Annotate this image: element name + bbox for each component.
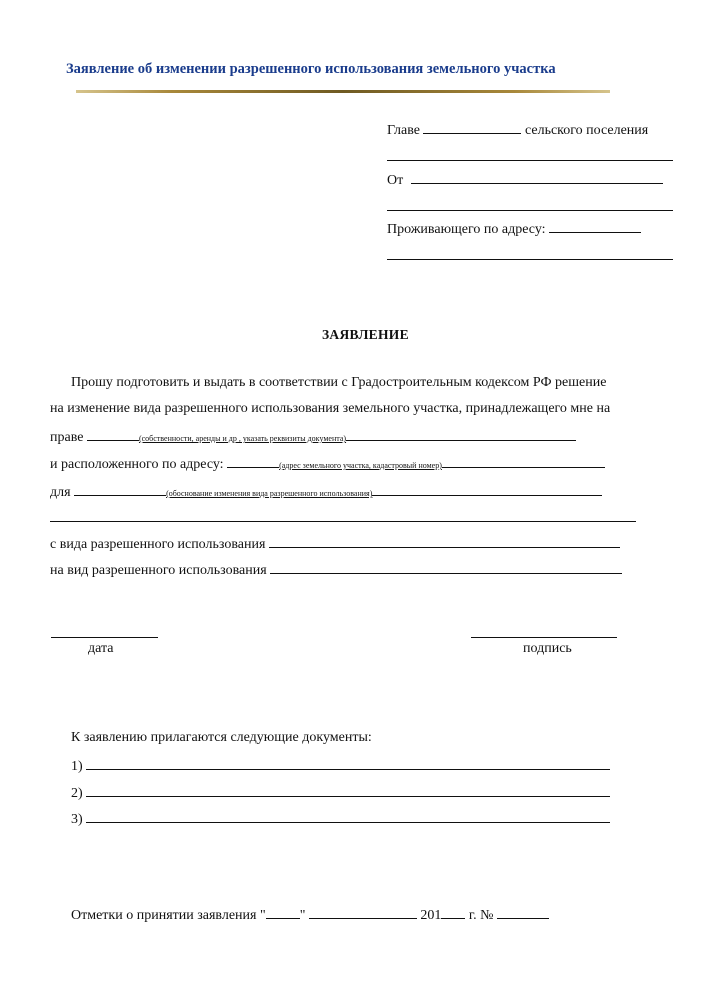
purpose-label: для [50, 485, 71, 500]
head-name-field[interactable] [423, 121, 521, 134]
acceptance-row [71, 906, 549, 924]
from-name-field[interactable] [411, 171, 663, 184]
purpose-blank-line[interactable] [50, 521, 636, 522]
addressee-line-from [387, 171, 663, 189]
attachment-number-1: 1) [71, 759, 83, 774]
address-hint: (адрес земельного участка, кадастровый номер) [279, 461, 442, 470]
addressee-line-address [387, 220, 641, 238]
right-row [50, 428, 576, 446]
attachment-row-2 [71, 784, 610, 802]
attachment-row-3 [71, 810, 610, 828]
address-row [50, 455, 605, 473]
from-use-row [50, 535, 620, 553]
purpose-field-b[interactable] [372, 483, 602, 496]
addressee-blank-line-3[interactable] [387, 259, 673, 260]
document-title: Заявление об изменении разрешенного использования земельного участка [66, 61, 556, 77]
attachment-field-2[interactable] [86, 784, 610, 797]
acceptance-year: 201 [420, 908, 442, 923]
residing-address-field[interactable] [549, 220, 641, 233]
right-hint: (собственности, аренды и др , указать реквизиты документа) [138, 434, 347, 443]
date-label: дата [88, 641, 114, 656]
to-use-field[interactable] [270, 561, 622, 574]
attachment-field-3[interactable] [86, 810, 610, 823]
addressee-blank-line-2[interactable] [387, 210, 673, 211]
body-line-1: Прошу подготовить и выдать в соответствии с Градостроительным кодексом РФ решение [71, 375, 607, 390]
acceptance-quote-close: " [299, 908, 306, 923]
from-use-label: с вида разрешенного использования [50, 537, 266, 552]
addressee-from-label: От [387, 173, 404, 188]
address-label: и расположенного по адресу: [50, 457, 224, 472]
acceptance-day-field[interactable] [266, 906, 300, 919]
addressee-blank-line-1[interactable] [387, 160, 673, 161]
right-label: праве [50, 430, 84, 445]
attachment-row-1 [71, 757, 610, 775]
acceptance-prefix: Отметки о принятии заявления " [71, 908, 266, 923]
addressee-to-prefix: Главе [387, 123, 420, 138]
to-use-row [50, 561, 622, 579]
acceptance-number-sign: № [480, 908, 494, 923]
acceptance-year-unit: г. [468, 908, 477, 923]
from-use-field[interactable] [269, 535, 620, 548]
signature-line[interactable] [471, 637, 617, 638]
to-use-label: на вид разрешенного использования [50, 563, 267, 578]
attachments-intro: К заявлению прилагаются следующие документы: [71, 730, 372, 745]
acceptance-number-field[interactable] [497, 906, 549, 919]
body-line-2: на изменение вида разрешенного использования земельного участка, принадлежащего мне на [50, 401, 611, 416]
purpose-hint: (обоснование изменения вида разрешенного использования) [166, 489, 373, 498]
attachment-number-3: 3) [71, 812, 83, 827]
acceptance-month-field[interactable] [309, 906, 417, 919]
addressee-residing-label: Проживающего по адресу: [387, 222, 546, 237]
right-field-b[interactable] [346, 428, 576, 441]
attachment-number-2: 2) [71, 786, 83, 801]
title-divider [76, 90, 610, 93]
attachment-field-1[interactable] [86, 757, 610, 770]
addressee-to-suffix: сельского поселения [524, 123, 649, 138]
date-line[interactable] [51, 637, 158, 638]
statement-heading: ЗАЯВЛЕНИЕ [322, 327, 409, 342]
addressee-line-head [387, 121, 648, 139]
right-field-a[interactable] [87, 428, 139, 441]
signature-label: подпись [523, 641, 572, 656]
purpose-field-a[interactable] [74, 483, 166, 496]
address-field-a[interactable] [227, 455, 279, 468]
address-field-b[interactable] [442, 455, 605, 468]
acceptance-year-field[interactable] [441, 906, 465, 919]
purpose-row [50, 483, 602, 501]
